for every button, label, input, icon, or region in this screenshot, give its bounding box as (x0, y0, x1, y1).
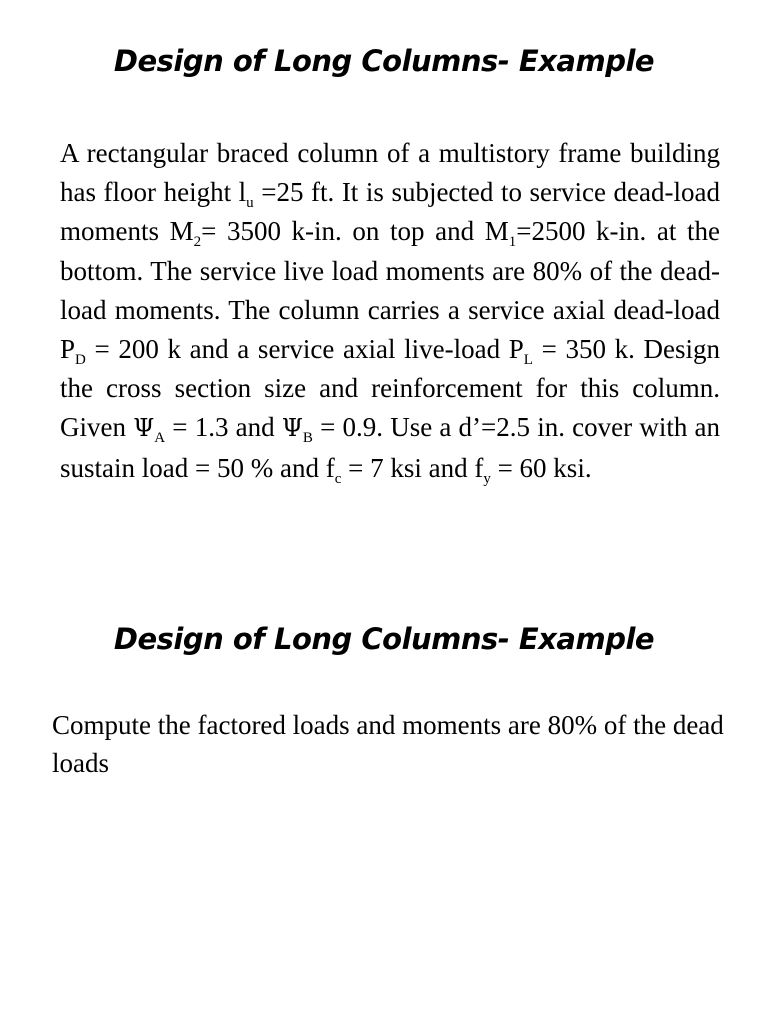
problem-text-part: = 60 ksi. (490, 452, 592, 483)
slide-2-body: Compute the factored loads and moments are 80% of the dead loads (52, 710, 724, 778)
subscript: 2 (193, 234, 202, 251)
subscript: B (302, 430, 313, 447)
slide-2-title: Design of Long Columns- Example (113, 622, 655, 656)
problem-text-part: = 0.9. Use a d’=2.5 in. cover with an sustain load = 50 % and f (60, 412, 721, 483)
problem-text-part: = 1.3 and (165, 412, 282, 443)
problem-text-part: A rectangular braced column of a multistory frame building has floor height l (60, 138, 720, 208)
problem-text-part: = 200 k and a service axial live-load P (85, 334, 524, 365)
problem-text-part: = 3500 k-in. on top and M (201, 216, 509, 247)
problem-text-part: =2500 k-in. at the bottom. The service live load moments are 80% of the dead-load moments. The column carries a service axial dead-load P (60, 216, 720, 365)
slide-1-title: Design of Long Columns- Example (113, 44, 655, 78)
slide-2 (0, 600, 768, 1024)
subscript: A (154, 430, 166, 447)
subscript: L (523, 352, 533, 369)
problem-text-part: =25 ft. It is subjected to service dead-load moments M (60, 177, 720, 247)
psi-symbol: Ψ (281, 414, 303, 443)
subscript: 1 (508, 234, 517, 251)
subscript: y (483, 470, 491, 487)
problem-text-part: = 7 ksi and f (341, 452, 484, 483)
subscript: D (75, 352, 86, 369)
problem-text-part: = 350 k. Design the cross section size and reinforcement for this column. Given (60, 334, 720, 443)
subscript: c (334, 470, 342, 487)
subscript: u (246, 195, 254, 212)
psi-symbol: Ψ (133, 414, 155, 443)
problem-statement (60, 134, 720, 488)
